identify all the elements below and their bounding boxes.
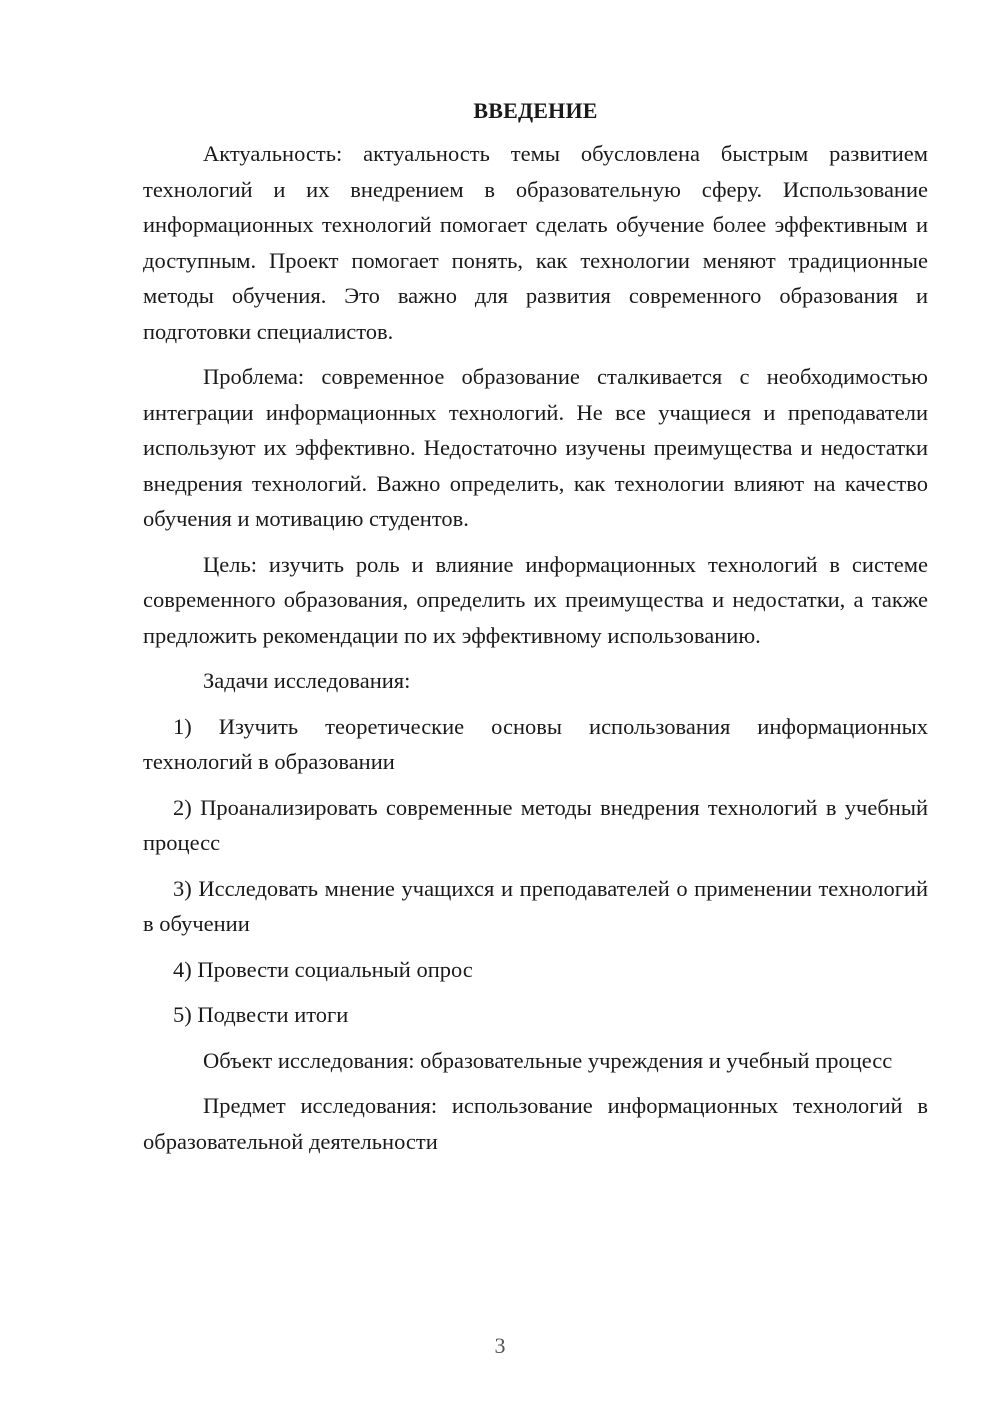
paragraph-tasks-heading: Задачи исследования: — [203, 668, 411, 693]
section-title: ВВЕДЕНИЕ — [473, 98, 598, 123]
task-item-1: 1) Изучить теоретические основы использования информационных технологий в образовании — [143, 713, 928, 774]
document-page — [143, 96, 928, 1169]
paragraph-research-object: Объект исследования: образовательные учреждения и учебный процесс — [203, 1047, 893, 1073]
paragraph-research-subject: Предмет исследования: использование информационных технологий в образовательной деятельности — [143, 1093, 928, 1154]
page-number: 3 — [494, 1333, 506, 1358]
paragraph-relevance: Актуальность: актуальность темы обусловлена быстрым развитием технологий и их внедрением в образовательную сферу. Использование информационных технологий помогает сделать обучение более эффективным и доступным. Проект помогает понять, как технологии меняют традиционные методы обучения. Это важно для развития современного образования и подготовки специалистов. — [143, 141, 928, 344]
task-item-3: 3) Исследовать мнение учащихся и преподавателей о применении технологий в обучении — [143, 875, 928, 936]
task-item-5: 5) Подвести итоги — [173, 1002, 349, 1027]
task-item-4: 4) Провести социальный опрос — [173, 956, 473, 982]
paragraph-problem: Проблема: современное образование сталкивается с необходимостью интеграции информационных технологий. Не все учащиеся и преподаватели используют их эффективно. Недостаточно изучены преимущества и недостатки внедрения технологий. Важно определить, как технологии влияют на качество обучения и мотивацию студентов. — [143, 364, 928, 531]
paragraph-goal: Цель: изучить роль и влияние информационных технологий в системе современного образования, определить их преимущества и недостатки, а также предложить рекомендации по их эффективному использованию. — [143, 551, 928, 648]
task-item-2: 2) Проанализировать современные методы внедрения технологий в учебный процесс — [143, 794, 928, 855]
